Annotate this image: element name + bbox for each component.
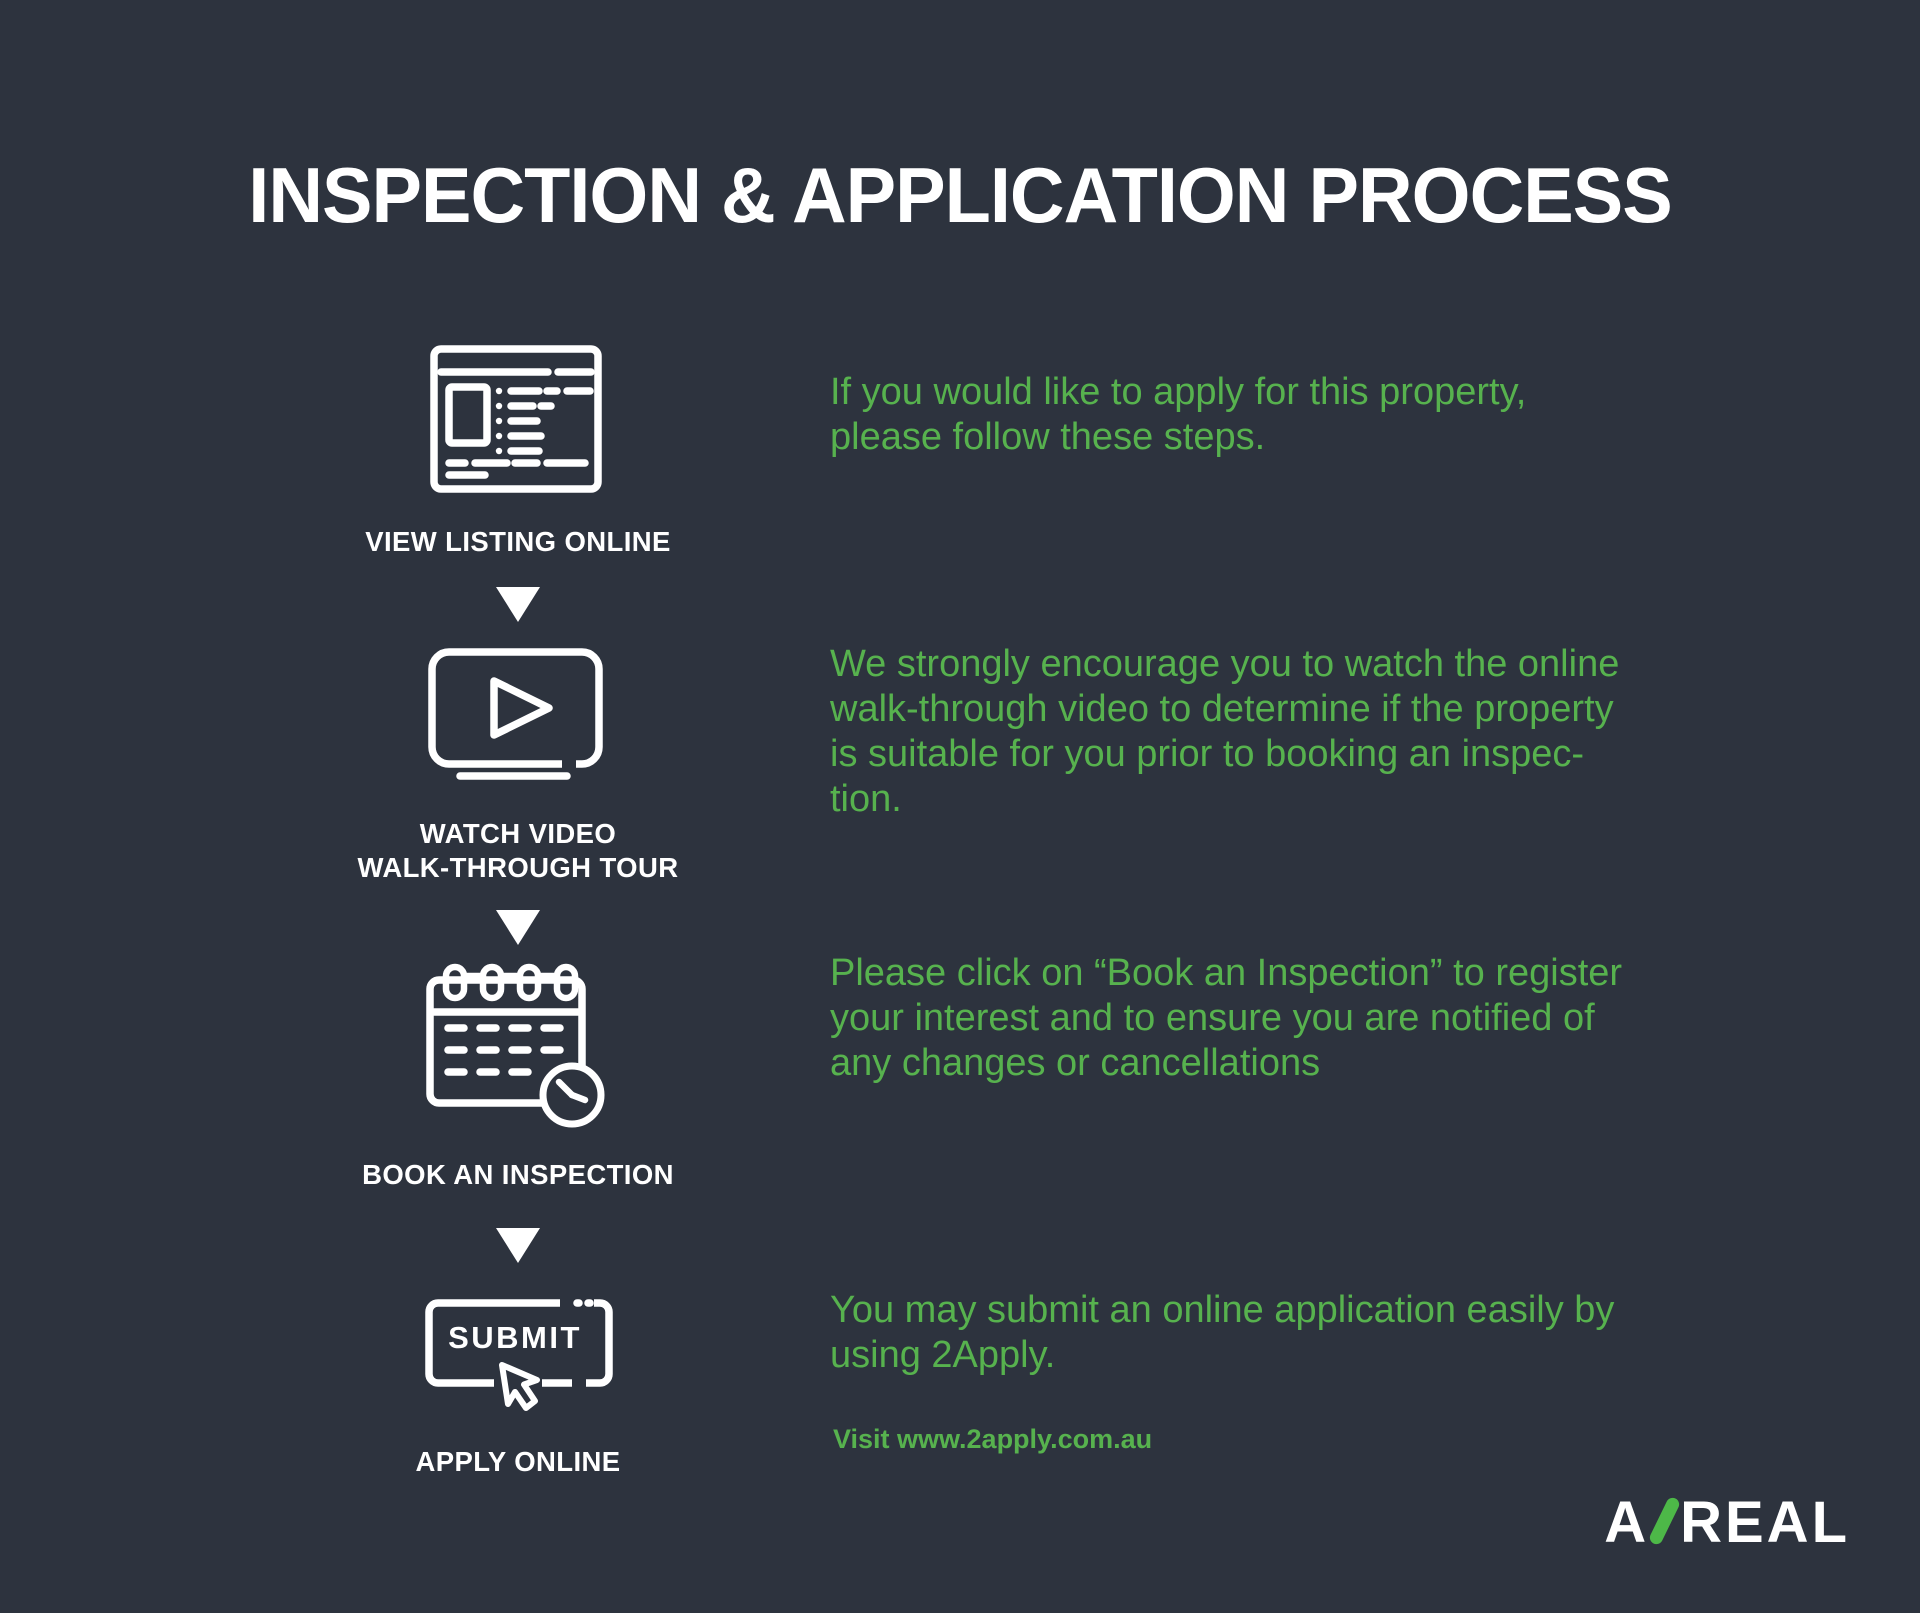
description-line: If you would like to apply for this property, xyxy=(830,371,1527,413)
logo-letters-real: REAL xyxy=(1680,1490,1850,1555)
description-line: Please click on “Book an Inspection” to register xyxy=(830,952,1623,994)
video-play-icon xyxy=(428,648,603,780)
step-description-view-listing xyxy=(830,370,1526,460)
description-line: is suitable for you prior to booking an inspec- xyxy=(830,733,1585,775)
step-label-line: WATCH VIDEO xyxy=(419,818,617,849)
description-line: using 2Apply. xyxy=(830,1334,1056,1376)
step-label-apply-online xyxy=(268,1445,768,1479)
description-line: You may submit an online application easily by xyxy=(830,1289,1615,1331)
description-line: tion. xyxy=(830,778,902,820)
page-title: INSPECTION & APPLICATION PROCESS xyxy=(248,151,1672,239)
step-label-line: APPLY ONLINE xyxy=(415,1446,621,1477)
step-label-line: WALK-THROUGH TOUR xyxy=(357,852,679,883)
logo-letter-a: A xyxy=(1604,1490,1650,1555)
down-arrow-icon xyxy=(496,910,540,945)
step-label-line: BOOK AN INSPECTION xyxy=(362,1159,674,1190)
step-description-apply-online xyxy=(830,1288,1614,1378)
submit-button-icon xyxy=(424,1298,614,1420)
submit-button-outline xyxy=(424,1298,614,1420)
step-label-line: VIEW LISTING ONLINE xyxy=(365,526,671,557)
browser-listing-icon xyxy=(430,345,602,493)
areal-logo xyxy=(1604,1490,1850,1555)
visit-url-text: Visit www.2apply.com.au xyxy=(833,1424,1153,1454)
calendar-clock-icon xyxy=(426,962,606,1130)
step-description-book-inspection xyxy=(830,951,1622,1086)
description-line: please follow these steps. xyxy=(830,416,1266,458)
description-line: We strongly encourage you to watch the online xyxy=(830,643,1620,685)
description-line: your interest and to ensure you are notified of xyxy=(830,997,1595,1039)
down-arrow-icon xyxy=(496,1228,540,1263)
step-label-watch-video xyxy=(268,817,768,885)
submit-button-label: SUBMIT xyxy=(448,1320,582,1355)
description-line: walk-through video to determine if the property xyxy=(830,688,1614,730)
down-arrow-icon xyxy=(496,587,540,622)
logo-slash-icon xyxy=(1648,1496,1682,1547)
step-label-book-inspection xyxy=(268,1158,768,1192)
description-line: any changes or cancellations xyxy=(830,1042,1321,1084)
step-description-watch-video xyxy=(830,642,1619,822)
step-label-view-listing xyxy=(268,525,768,559)
